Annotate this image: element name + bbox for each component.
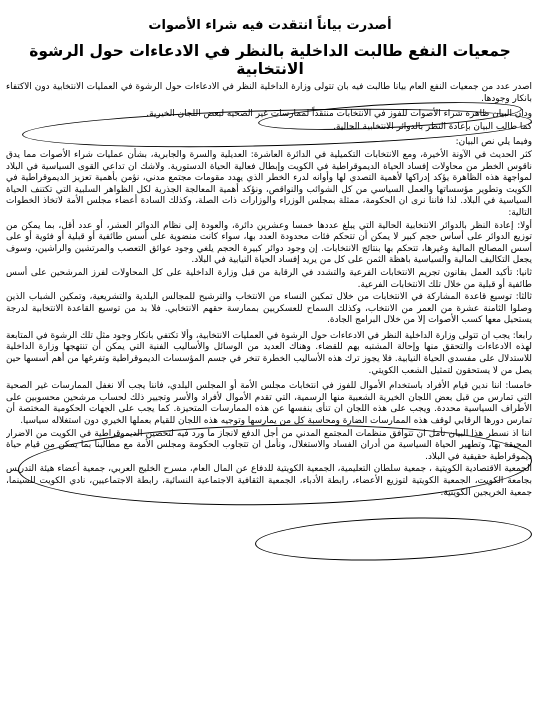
paragraph-districts: كما طالب البيان بإعادة النظر بالدوائر الانتخابية الحالية. <box>333 121 532 132</box>
paragraph-first-demand: أولا: إعادة النظر بالدوائر الانتخابية الحالية التي يبلغ عددها خمسا وعشرين دائرة، والعودة إلى نظام الدوائر العشر، أو عدد أقل، بما يمكن من توزيع الدوائر على أساس حجم كبير لا يمكن أن تتحكم فئات محدودة العدد بها، سواء كانت منضوية على أسس طائفية أو قبلية أو فئوية أو على أسس المصالح المالية وغيرها، تتحكم بها بنتائج الانتخابات. إن وجود دوائر كبيرة الحجم يلغي وجود عوائق التعصب والمرتشين والراشين، وسوف يجعل التكاليف المالية والسياسية باهظة الثمن على كل من يريد إفساد الحياة النيابية في البلاد. <box>6 220 532 266</box>
paragraph-second-demand: ثانيا: تأكيد العمل بقانون تجريم الانتخابات الفرعية والتشدد في الرقابة من قبل وزارة الداخلية على كل المحاولات لفرز المرشحين على أسس طائفية أو قبلية من خلال تلك الانتخابات الفرعية. <box>6 267 532 290</box>
paragraph-signatories: الجمعية الاقتصادية الكويتية ، جمعية سلطان التعليمية، الجمعية الكويتية للدفاع عن المال العام، مسرح الخليج العربي، جمعية أعضاء هيئة التدريس بجامعة الكويت، الجمعية الكويتية لتوزيع الأعضاء، رابطة الأدباء، الجمعية الثقافية الاجتماعية النسائية، رابطة الاجتماعيين، نادي الكويت للسينما، جمعية الخريجين الكويتية. <box>6 464 532 498</box>
paragraph-closing: اننا اذ نسطر هذا البيان نأمل ان تتوافق منظمات المجتمع المدني من أجل الدفع لانجاز ما ورد فيه لتحصين الديموقراطية في الكويت من الاضرار المحيقة بها، وتطهير الحياة السياسية من أدران الفساد والاستغلال، ونأمل ان تتجاوب الحكومة ومجلس الأمة مع مطالبنا بما يمكن من قيام حياة ديموقراطية حقيقية في البلاد. <box>6 428 532 462</box>
article-body <box>6 82 532 712</box>
paragraph-third-demand: ثالثا: توسيع قاعدة المشاركة في الانتخابات من خلال تمكين النساء من الانتخاب والترشيح للمجالس البلدية والتشريعية، وتمكين الشباب الذين وصلوا الثامنة عشرة من العمر من الانتخاب، وكذلك السماح للعسكريين بممارسة حقهم الانتخابي. فلا بد من توسيع القاعدة الانتخابية لدرجة يستحيل معها كسب الأصوات إلا من خلال البرامج الجادة. <box>6 292 532 326</box>
paragraph-fourth-demand: رابعا: يجب ان تتولى وزارة الداخلية النظر في الادعاءات حول الرشوة في العمليات الانتخابية، وألا تكتفي بانكار وجود مثل تلك الرشوة في المتابعة لهذه الادعاءات والتحقق منها وإحالة المشتبه بهم للقضاء. وهناك العديد من الوسائل والأساليب الفنية التي يمكن أن تنتهجها وزارة الداخلية للاستدلال على مفسدي الحياة النيابية. فلا يجوز ترك هذه الأساليب الخطرة تنخر في جسم المؤسسات الديموقراطية وتفرغها من أهم أسسها حين يصل من لا يستحقون لتمثيل الشعب الكويتي. <box>6 330 532 376</box>
paragraph-statement-body: كثر الحديث في الآونة الأخيرة، ومع الانتخابات التكميلية في الدائرة العاشرة: العديلية والسرة والجابرية، بشأن عمليات شراء الأصوات مما يدق ناقوس الخطر من محاولات إفساد الحياة الديموقراطية في الكويت وإبطال فعالية الحياة الدستورية. ولاشك ان تداعي القوى السياسية في البلاد لمواجهة هذه الظاهرة يؤكد إدراكها لأهمية التصدي لها وأوانه لدرء الخطر الذي يهدد مقومات مجتمع مدني، نؤمن بأهمية تعزيز الديموقراطية في الكويت وتطوير مؤسساتها والعمل السياسي من كل الشوائب والنواقص، ونؤكد أهمية المعالجة الجذرية لكل الظواهر السلبية التي تكتنف الحياة السياسية في البلاد. لذا فاننا نرى ان الحكومة، ممثلة بمجلس الوزراء والوزارات ذات الصلة، وكذلك السادة أعضاء مجلس الأمة لاتخاذ الخطوات التالية: <box>6 149 532 218</box>
paragraph-intro: أصدر عدد من جمعيات النفع العام بياناً طالبت فيه بان تتولى وزارة الداخلية النظر في الادعاءات حول الرشوة في العمليات الانتخابية دون الاكتفاء بانكار وجودها. <box>6 82 532 104</box>
article-headline: جمعيات النفع طالبت الداخلية بالنظر في الادعاءات حول الرشوة الانتخابية <box>29 42 511 78</box>
paragraph-fifth-demand: خامسا: اننا ندين قيام الأفراد باستخدام الأموال للفوز في انتخابات مجلس الأمة أو المجلس البلدي، فاننا يجب ألا نغفل الممارسات غير الصحية التي تمارس من قبل بعض اللجان الخيرية الشعبية منها الرسمية، التي تقدم الأموال لأفراد والأسر وتجيير ذلك لحساب مرشحين محسوبين على الأطراف السياسية محددة. ويجب على هذه اللجان ان تنأى بنفسها عن هذه الممارسات المتحيزة. كما يجب على الجهات الحكومية المختصة أن تمارس دورها الرقابي لوقف هذه الممارسات الضارة ومحاسبة كل من يمارسها وتوجيه هذه اللجان للقيام بعملها الخيري دون استغلاله سياسيا. <box>6 381 532 427</box>
paragraph-condemn: ودان البيان ظاهرة شراء الأصوات للفوز في الانتخابات منتقداً لممارسات غير الصحية لبعض اللجان الخيرية. <box>146 109 532 120</box>
article-kicker: أصدرت بياناً انتقدت فيه شراء الأصوات <box>148 18 392 33</box>
paragraph-statement-label: وفيما يلي نص البيان: <box>455 137 532 148</box>
